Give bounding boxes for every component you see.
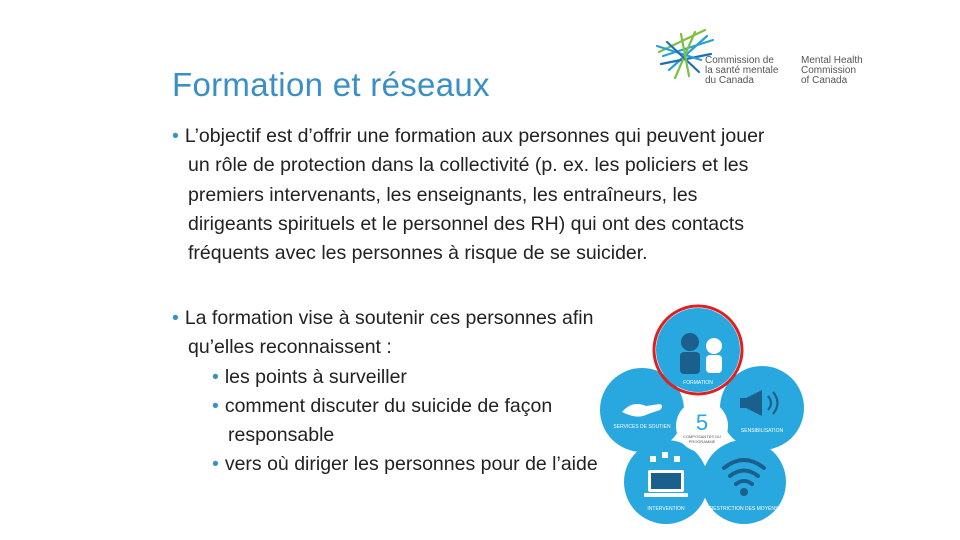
sub-bullet <box>172 363 602 392</box>
logo-fr-line: Commission de <box>705 55 774 66</box>
logo-english-text <box>801 56 886 86</box>
segment-intervention <box>624 440 708 524</box>
bullet-objective <box>172 122 772 268</box>
bullet-text: L’objectif est d’offrir une formation aux personnes qui peuvent jouer un rôle de protection dans la collectivité (p. ex. les policiers et les premiers intervenants, les enseignants, les entraîneurs, les dirigeants spirituels et le personnel des RH) qui ont des contacts fréquents avec les personnes à risque de se suicider. <box>184 125 765 265</box>
bullet-dot: • <box>172 125 179 147</box>
segment-label: RESTRICTION DES MOYENS <box>709 506 779 512</box>
logo-fr-line: la santé mentale <box>705 65 779 76</box>
sub-bullet-text: les points à surveiller <box>224 365 407 388</box>
sub-bullet-text: comment discuter du suicide de façon responsable <box>224 394 553 447</box>
center-number: 5 <box>695 410 709 435</box>
logo-french-text <box>705 56 800 86</box>
center-caption: COMPOSANTES DU <box>682 434 722 439</box>
sub-bullet <box>172 392 602 451</box>
sub-bullet <box>172 450 602 479</box>
logo-en-line: Mental Health <box>801 55 863 66</box>
center-caption: PROGRAMME <box>688 439 716 444</box>
bullet-training-goal <box>172 304 602 363</box>
logo-en-line: of Canada <box>801 75 848 86</box>
segment-restriction <box>702 440 786 524</box>
sub-bullet-text: vers où diriger les personnes pour de l’aide <box>224 453 598 476</box>
slide-title: Formation et réseaux <box>172 66 490 103</box>
bullet-dot: • <box>212 394 219 417</box>
bullet-dot: • <box>212 453 219 476</box>
segment-label: SENSIBILISATION <box>740 428 784 434</box>
segment-services <box>600 368 684 452</box>
diagram-center <box>676 400 728 452</box>
logo-en-line: Commission <box>801 65 857 76</box>
segment-label: SERVICES DE SOUTIEN <box>613 424 671 430</box>
bullet-list-2 <box>172 304 602 480</box>
bullet-dot: • <box>172 307 179 329</box>
bullet-text: La formation vise à soutenir ces personnes afin qu’elles reconnaissent : <box>184 307 594 359</box>
program-components-diagram <box>594 300 809 530</box>
segment-label: FORMATION <box>683 380 713 386</box>
logo-fr-line: du Canada <box>705 75 754 86</box>
segment-label: INTERVENTION <box>647 506 685 512</box>
bullet-dot: • <box>212 365 219 388</box>
bullet-list-1 <box>172 122 772 268</box>
mhcc-logo <box>655 26 885 96</box>
